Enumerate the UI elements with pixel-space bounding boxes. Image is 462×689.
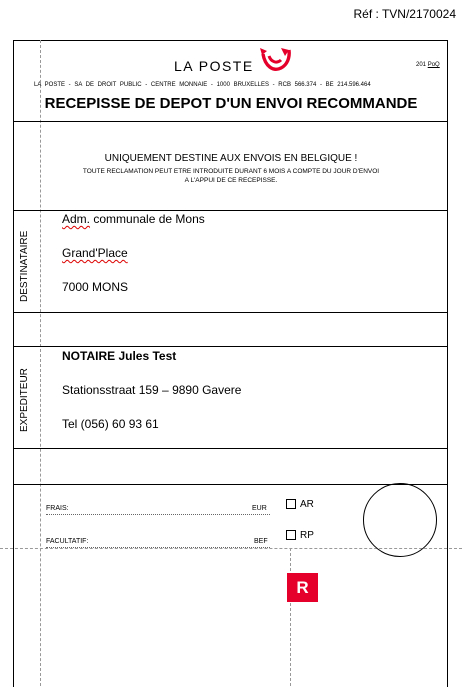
sender-name: NOTAIRE Jules Test (62, 349, 177, 363)
post-horn-logo-icon (259, 46, 293, 74)
registered-r-badge: R (287, 573, 318, 602)
fees-top-rule (13, 484, 447, 485)
claim-notice (0, 167, 462, 185)
sender-address: Stationsstraat 159 – 9890 Gavere (62, 383, 242, 397)
claim-notice-line2: A L'APPUI DE CE RECEPISSE. (184, 177, 278, 184)
frais-label: FRAIS: (46, 505, 69, 512)
reference-number: Réf : TVN/2170024 (353, 7, 456, 21)
rp-checkbox[interactable] (286, 530, 296, 540)
legal-line: LA POSTE - SA DE DROIT PUBLIC - CENTRE MONNAIE - 1000 BRUXELLES - RCB 566.374 - BE 214.596.464 (34, 82, 371, 88)
claim-notice-line1: TOUTE RECLAMATION PEUT ETRE INTRODUITE DURANT 6 MOIS A COMPTE DU JOUR D'ENVOI (82, 168, 380, 175)
facultatif-label: FACULTATIF: (46, 538, 89, 545)
ar-label: AR (300, 499, 314, 510)
sender-label: EXPEDITEUR (19, 368, 30, 432)
ar-checkbox[interactable] (286, 499, 296, 509)
postmark-circle (363, 483, 437, 557)
document-title: RECEPISSE DE DEPOT D'UN ENVOI RECOMMANDE (44, 95, 418, 112)
belgium-only-notice: UNIQUEMENT DESTINE AUX ENVOIS EN BELGIQUE ! (104, 153, 358, 164)
recipient-line2: Grand'Place (62, 246, 128, 260)
recipient-label: DESTINATAIRE (19, 230, 30, 302)
sender-phone: Tel (056) 60 93 61 (62, 417, 159, 431)
recipient-line3: 7000 MONS (62, 280, 129, 294)
frais-unit: EUR (252, 505, 267, 512)
dashed-guide-mid (290, 548, 291, 686)
frais-line (46, 514, 270, 515)
recipient-line1: Adm. communale de Mons (62, 212, 205, 226)
facultatif-unit: BEF (254, 538, 268, 545)
facultatif-line (46, 547, 270, 548)
la-poste-logo-text: LA POSTE (174, 58, 254, 74)
rp-label: RP (300, 530, 314, 541)
form-code: 201 PoQ (416, 62, 440, 68)
title-rule (13, 121, 447, 122)
